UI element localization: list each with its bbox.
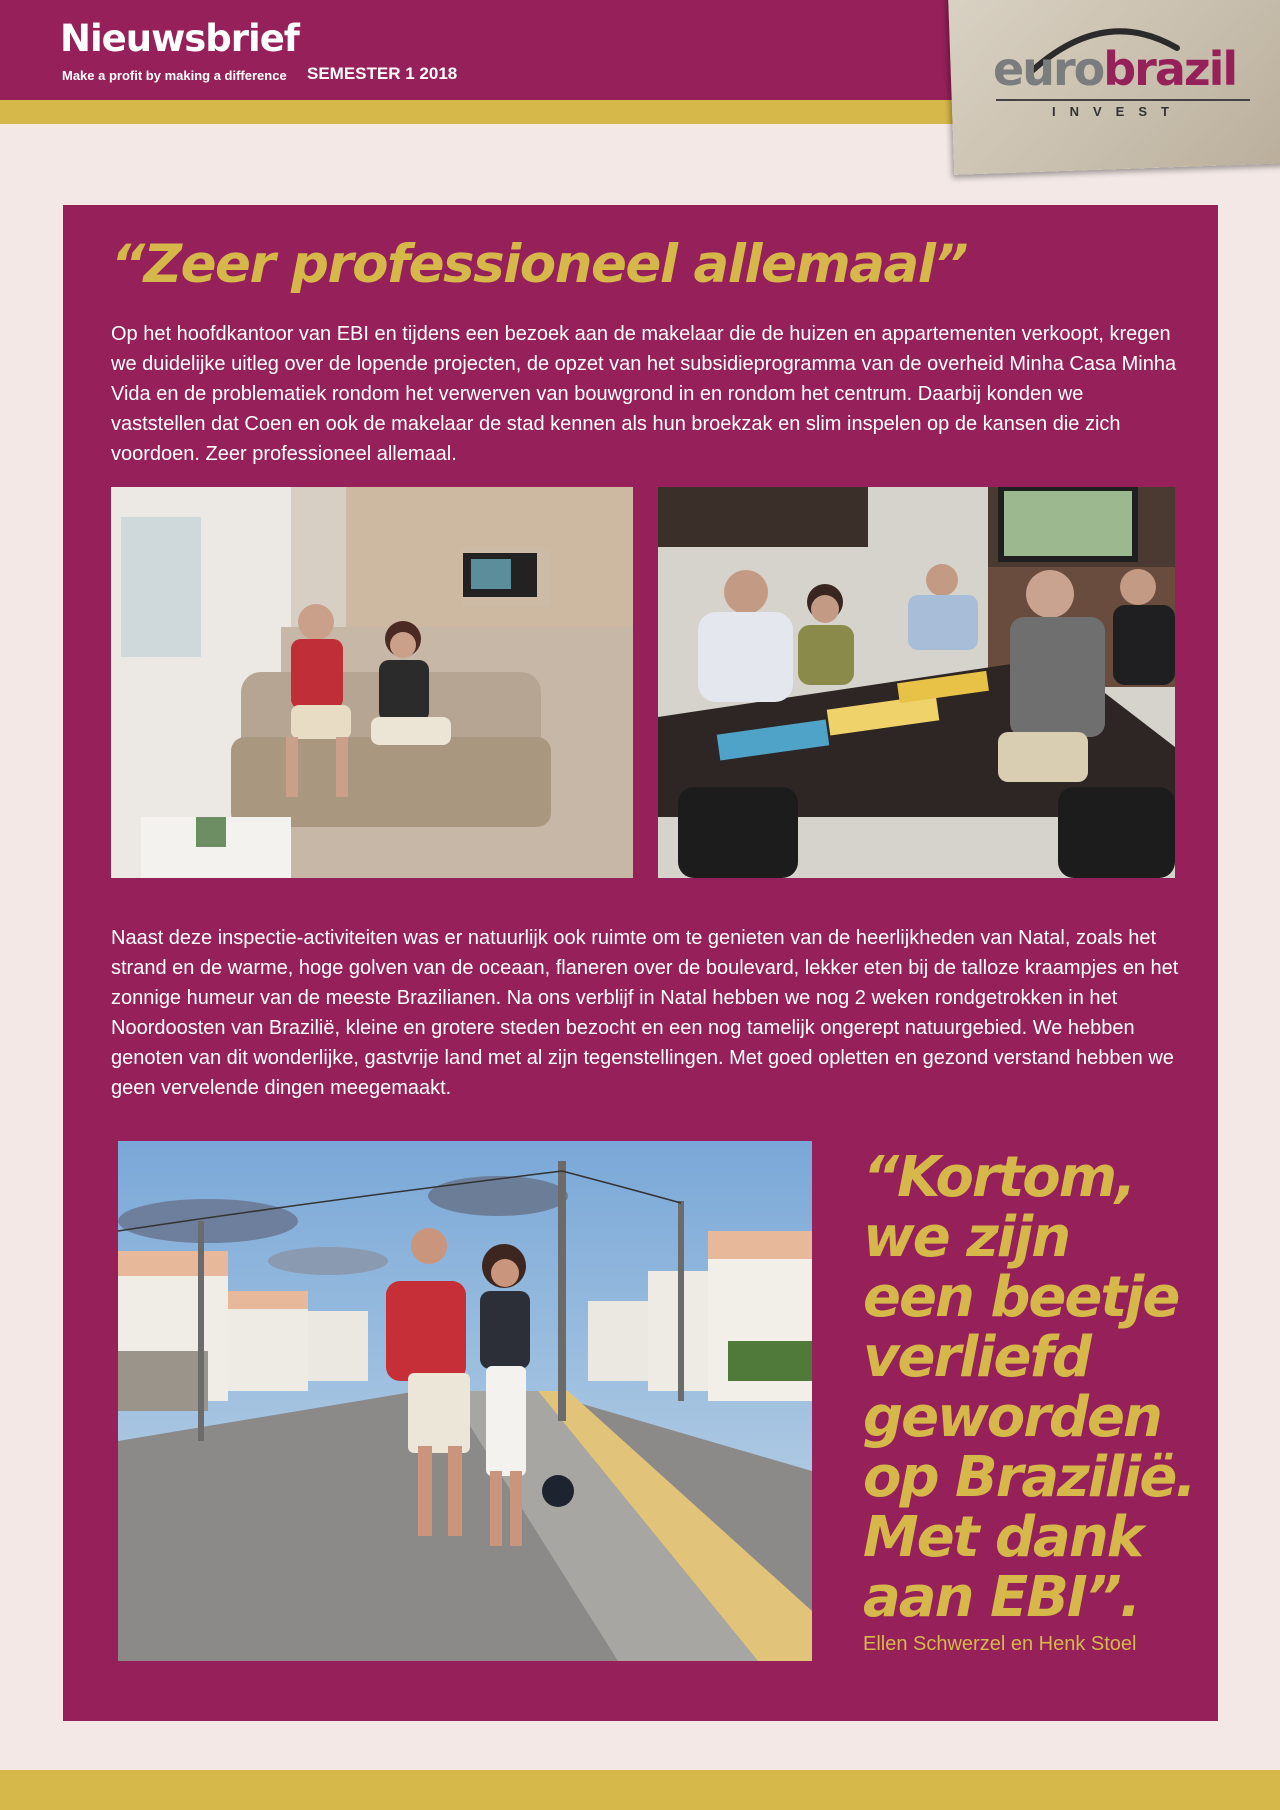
- article-headline: “Zeer professioneel allemaal”: [111, 234, 968, 295]
- header-accent-stripe: [0, 100, 958, 124]
- eurobrazil-logo: [993, 42, 1237, 96]
- quote-attribution: Ellen Schwerzel en Henk Stoel: [863, 1633, 1137, 1655]
- logo-brazil-text: brazil: [1103, 42, 1237, 96]
- footer-band: [0, 1770, 1280, 1810]
- photo-couple-on-sofa: [111, 487, 633, 878]
- pull-quote: “Kortom, we zijn een beetje verliefd geworden op Brazilië. Met dank aan EBI”.: [863, 1145, 1195, 1630]
- photo-meeting-table: [658, 487, 1175, 878]
- article-paragraph-1: Op het hoofdkantoor van EBI en tijdens een bezoek aan de makelaar die de huizen en appartementen verkoopt, kregen we duidelijke uitleg over de lopende projecten, de opzet van het subsidieprogramma van de overheid Minha Casa Minha Vida en de problematiek rondom het verwerven van bouwgrond in en rondom het centrum. Daarbij konden we vaststellen dat Coen en ook de makelaar de stad kennen als hun broekzak en slim inspelen op de kansen die zich voordoen. Zeer professioneel allemaal.: [111, 323, 1177, 465]
- logo-euro-text: euro: [993, 42, 1104, 96]
- newsletter-title: Nieuwsbrief: [60, 17, 299, 60]
- photo-couple-on-street: [118, 1141, 812, 1661]
- logo-invest-text: INVEST: [1052, 104, 1183, 119]
- logo-divider: [996, 99, 1250, 101]
- newsletter-tagline: Make a profit by making a difference: [62, 68, 287, 83]
- article-paragraph-2: Naast deze inspectie-activiteiten was er natuurlijk ook ruimte om te genieten van de heerlijkheden van Natal, zoals het strand en de warme, hoge golven van de oceaan, flaneren over de boulevard, lekker eten bij de talloze kraampjes en het zonnige humeur van de meeste Brazilianen. Na ons verblijf in Natal hebben we nog 2 weken rondgetrokken in het Noordoosten van Brazilië, kleine en grotere steden bezocht en een nog tamelijk ongerept natuurgebied. We hebben genoten van dit wonderlijke, gastvrije land met al zijn tegenstellingen. Met goed opletten en gezond verstand hebben we geen vervelende dingen meegemaakt.: [111, 927, 1179, 1099]
- newsletter-semester: SEMESTER 1 2018: [307, 64, 458, 83]
